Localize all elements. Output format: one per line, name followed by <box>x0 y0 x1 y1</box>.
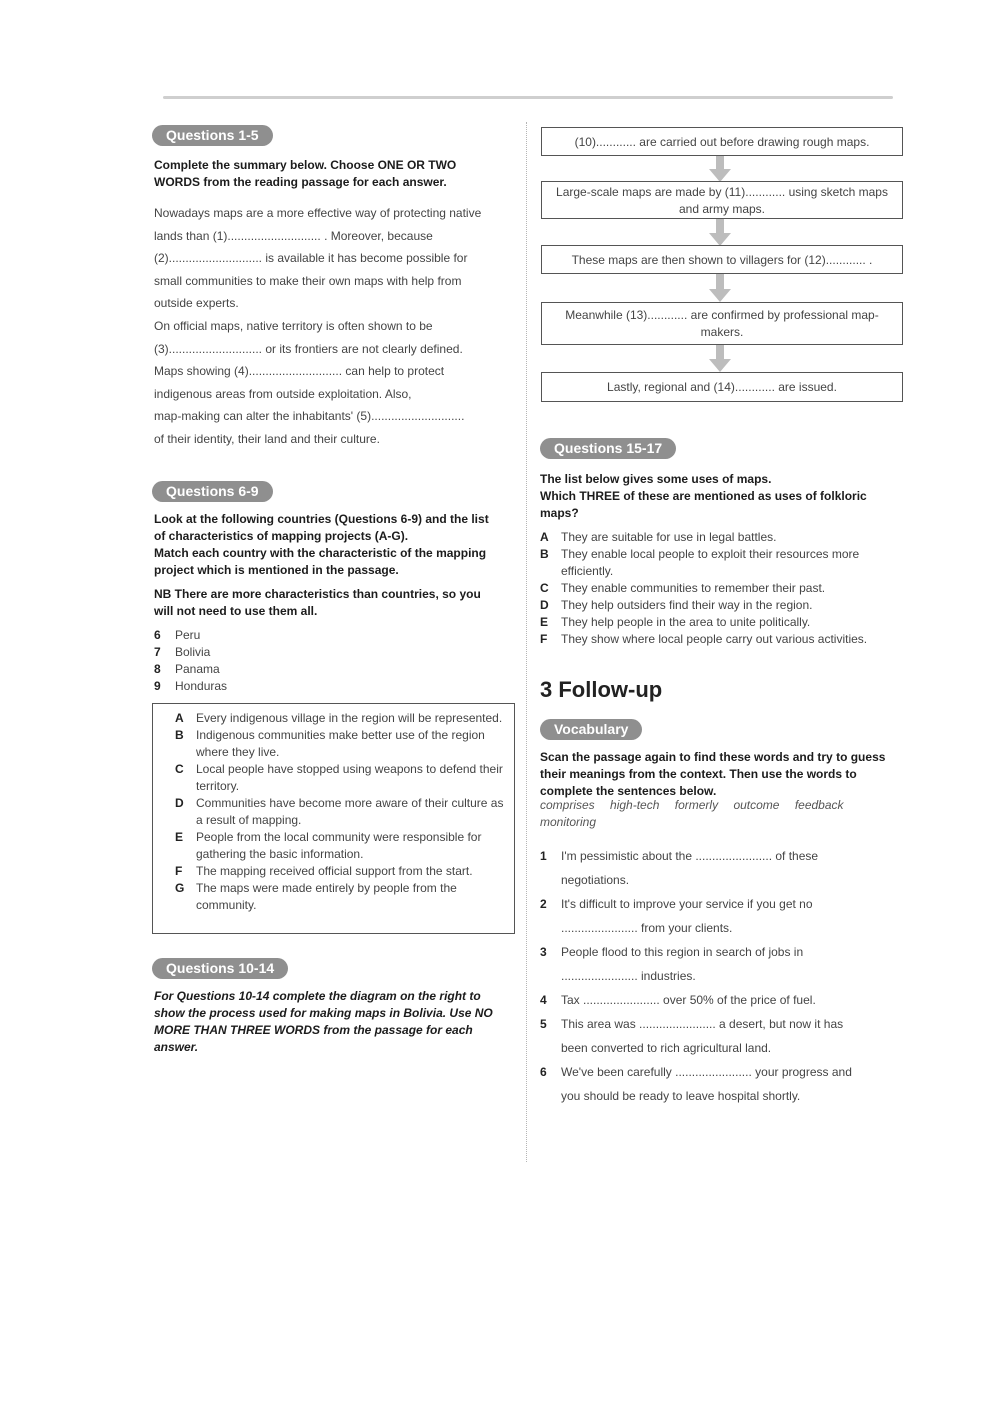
sentence-5 <box>540 1012 900 1060</box>
sentence-row <box>540 1036 900 1060</box>
sentence-number: 1 <box>540 849 547 863</box>
sentence-row <box>540 964 900 988</box>
summary-line: On official maps, native territory is often shown to be <box>154 318 433 333</box>
sentence-line: you should be ready to leave hospital shortly. <box>561 1089 801 1103</box>
follow-up-heading: 3 Follow-up <box>540 677 663 702</box>
instruction-line: WORDS from the reading passage for each answer. <box>154 175 447 189</box>
characteristic-item <box>175 880 505 914</box>
word-bank <box>540 797 885 831</box>
country-number: 6 <box>154 628 161 642</box>
questions-15-17-badge: Questions 15-17 <box>540 438 676 459</box>
summary-line: Maps showing (4)............................ can help to protect <box>154 364 445 379</box>
flow-step-10: (10)............ are carried out before drawing rough maps. <box>541 127 903 156</box>
sentence-line: This area was ....................... a desert, but now it has <box>561 1017 844 1031</box>
use-option <box>540 529 905 546</box>
down-arrow-icon <box>708 273 732 303</box>
use-option <box>540 597 905 614</box>
characteristic-letter: G <box>175 881 185 895</box>
sentence-row <box>540 868 900 892</box>
instruction-line: maps? <box>540 506 579 520</box>
summary-line: indigenous areas from outside exploitation. Also, <box>154 386 412 401</box>
sentence-number: 6 <box>540 1065 547 1079</box>
sentence-row <box>540 988 900 1012</box>
sentence-row <box>540 940 900 964</box>
option-text: They help people in the area to unite politically. <box>561 615 811 629</box>
option-text: They enable communities to remember their past. <box>561 581 826 595</box>
characteristic-letter: F <box>175 864 183 878</box>
option-letter: C <box>540 581 549 595</box>
characteristic-text: Communities have become more aware of their culture as a result of mapping. <box>196 796 504 827</box>
sentence-number: 2 <box>540 897 547 911</box>
option-letter: A <box>540 530 549 544</box>
country-name: Bolivia <box>175 645 211 659</box>
questions-1-5-badge: Questions 1-5 <box>152 125 273 146</box>
summary-line: map-making can alter the inhabitants' (5)............................ <box>154 409 465 424</box>
sentence-6 <box>540 1060 900 1108</box>
summary-line: small communities to make their own maps with help from <box>154 273 462 288</box>
sentence-line: ....................... from your clients. <box>561 921 733 935</box>
summary-text <box>154 202 519 451</box>
sentence-row <box>540 1084 900 1108</box>
use-option <box>540 546 905 580</box>
sentence-2 <box>540 892 900 940</box>
instruction-line: Scan the passage again to find these words and try to guess <box>540 750 886 764</box>
characteristic-item <box>175 863 505 880</box>
characteristic-item <box>175 795 505 829</box>
instruction-line: show the process used for making maps in Bolivia. Use NO <box>154 1006 493 1020</box>
country-name: Honduras <box>175 679 228 693</box>
sentence-number: 5 <box>540 1017 547 1031</box>
option-letter: B <box>540 547 549 561</box>
characteristic-letter: A <box>175 711 184 725</box>
countries-list <box>154 627 354 695</box>
word-bank-item: high-tech <box>610 798 660 812</box>
characteristic-letter: B <box>175 728 184 742</box>
characteristic-item <box>175 761 505 795</box>
questions-1-5-instruction <box>154 157 514 191</box>
characteristic-letter: C <box>175 762 184 776</box>
option-letter: F <box>540 632 548 646</box>
vocabulary-badge: Vocabulary <box>540 719 642 740</box>
country-item <box>154 644 354 661</box>
instruction-line: The list below gives some uses of maps. <box>540 472 772 486</box>
characteristic-letter: D <box>175 796 184 810</box>
sentence-line: I'm pessimistic about the ....................... of these <box>561 849 819 863</box>
sentence-1 <box>540 844 900 892</box>
country-number: 8 <box>154 662 161 676</box>
sentence-3 <box>540 940 900 988</box>
flow-step-14: Lastly, regional and (14)............ are issued. <box>541 372 903 402</box>
summary-line: (2)............................ is available it has become possible for <box>154 251 468 266</box>
characteristic-text: Local people have stopped using weapons to defend their territory. <box>196 762 503 793</box>
vocabulary-instruction <box>540 749 905 800</box>
instruction-line: For Questions 10-14 complete the diagram on the right to <box>154 989 481 1003</box>
characteristic-letter: E <box>175 830 184 844</box>
option-letter: E <box>540 615 549 629</box>
sentence-line: negotiations. <box>561 873 630 887</box>
instruction-line: answer. <box>154 1040 199 1054</box>
questions-10-14-badge: Questions 10-14 <box>152 958 288 979</box>
characteristics-list <box>175 710 505 914</box>
instruction-line: their meanings from the context. Then use the words to <box>540 767 857 781</box>
characteristic-text: The maps were made entirely by people from the community. <box>196 881 457 912</box>
sentence-row <box>540 892 900 916</box>
instruction-line: project which is mentioned in the passage. <box>154 563 399 577</box>
country-name: Panama <box>175 662 220 676</box>
instruction-line: Look at the following countries (Questions 6-9) and the list <box>154 512 489 526</box>
use-option <box>540 631 905 648</box>
characteristic-text: The mapping received official support from the start. <box>196 864 473 878</box>
questions-15-17-instruction <box>540 471 900 522</box>
instruction-line: Which THREE of these are mentioned as uses of folkloric <box>540 489 867 503</box>
questions-6-9-instruction <box>154 511 519 579</box>
down-arrow-icon <box>708 345 732 373</box>
questions-10-14-instruction <box>154 988 519 1056</box>
summary-line: of their identity, their land and their culture. <box>154 431 380 446</box>
sentence-line: It's difficult to improve your service if you get no <box>561 897 813 911</box>
summary-line: outside experts. <box>154 296 239 311</box>
option-text: They show where local people carry out various activities. <box>561 632 868 646</box>
option-text: They are suitable for use in legal battles. <box>561 530 777 544</box>
flow-step-11: Large-scale maps are made by (11)............ using sketch maps and army maps. <box>541 181 903 219</box>
characteristic-text: People from the local community were responsible for gathering the basic information. <box>196 830 482 861</box>
column-divider <box>526 122 527 1162</box>
nb-line: will not need to use them all. <box>154 604 318 618</box>
sentence-line: ....................... industries. <box>561 969 696 983</box>
option-text: They enable local people to exploit their resources more efficiently. <box>561 547 860 578</box>
country-item <box>154 661 354 678</box>
word-bank-item: comprises <box>540 798 595 812</box>
country-name: Peru <box>175 628 201 642</box>
word-bank-item: feedback <box>794 798 844 812</box>
down-arrow-icon <box>708 155 732 183</box>
country-item <box>154 627 354 644</box>
sentence-line: People flood to this region in search of jobs in <box>561 945 804 959</box>
country-item <box>154 678 354 695</box>
sentence-number: 4 <box>540 993 547 1007</box>
questions-6-9-badge: Questions 6-9 <box>152 481 273 502</box>
sentence-line: We've been carefully ....................... your progress and <box>561 1065 852 1079</box>
characteristic-item <box>175 727 505 761</box>
summary-line: (3)............................ or its frontiers are not clearly defined. <box>154 341 463 356</box>
uses-list <box>540 529 905 648</box>
word-bank-item: outcome <box>733 798 780 812</box>
use-option <box>540 614 905 631</box>
word-bank-item: monitoring <box>540 815 597 829</box>
nb-note <box>154 586 519 620</box>
country-number: 7 <box>154 645 161 659</box>
characteristic-item <box>175 710 505 727</box>
top-rule <box>163 96 893 99</box>
country-number: 9 <box>154 679 161 693</box>
nb-line: NB There are more characteristics than countries, so you <box>154 587 481 601</box>
summary-line: Nowadays maps are a more effective way of protecting native <box>154 206 482 220</box>
flow-step-13: Meanwhile (13)............ are confirmed by professional map-makers. <box>541 302 903 345</box>
sentence-row <box>540 1012 900 1036</box>
characteristic-text: Every indigenous village in the region will be represented. <box>196 711 503 725</box>
sentence-line: been converted to rich agricultural land. <box>561 1041 772 1055</box>
instruction-line: Complete the summary below. Choose ONE OR TWO <box>154 158 457 172</box>
word-bank-item: formerly <box>674 798 719 812</box>
down-arrow-icon <box>708 219 732 247</box>
sentence-row <box>540 1060 900 1084</box>
sentence-4 <box>540 988 900 1012</box>
option-letter: D <box>540 598 549 612</box>
instruction-line: complete the sentences below. <box>540 784 717 798</box>
flow-step-12: These maps are then shown to villagers for (12)............ . <box>541 245 903 274</box>
sentence-row <box>540 916 900 940</box>
sentence-line: Tax ....................... over 50% of the price of fuel. <box>561 993 816 1007</box>
option-text: They help outsiders find their way in the region. <box>561 598 813 612</box>
characteristic-text: Indigenous communities make better use of the region where they live. <box>196 728 485 759</box>
characteristic-item <box>175 829 505 863</box>
sentence-row <box>540 844 900 868</box>
summary-line: lands than (1)............................ . Moreover, because <box>154 228 433 243</box>
instruction-line: Match each country with the characteristic of the mapping <box>154 546 487 560</box>
sentence-number: 3 <box>540 945 547 959</box>
instruction-line: MORE THAN THREE WORDS from the passage for each <box>154 1023 473 1037</box>
use-option <box>540 580 905 597</box>
instruction-line: of characteristics of mapping projects (A-G). <box>154 529 409 543</box>
